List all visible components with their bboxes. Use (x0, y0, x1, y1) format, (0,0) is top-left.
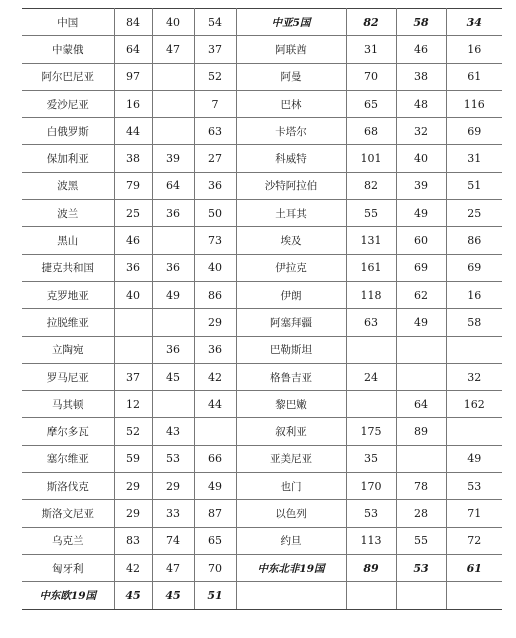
value-cell: 69 (446, 118, 502, 145)
value-cell: 55 (346, 200, 396, 227)
value-cell: 62 (396, 281, 446, 308)
value-cell: 16 (446, 36, 502, 63)
value-cell: 175 (346, 418, 396, 445)
value-cell: 51 (194, 582, 236, 609)
value-cell: 46 (114, 227, 152, 254)
region-name-cell: 乌克兰 (22, 527, 114, 554)
table-row (22, 554, 502, 581)
value-cell: 36 (152, 200, 194, 227)
value-cell: 89 (396, 418, 446, 445)
value-cell: 37 (194, 36, 236, 63)
value-cell: 55 (396, 527, 446, 554)
value-cell: 101 (346, 145, 396, 172)
table-row (22, 309, 502, 336)
region-name-cell: 马其顿 (22, 391, 114, 418)
region-name-cell: 埃及 (236, 227, 346, 254)
table-row (22, 36, 502, 63)
value-cell: 27 (194, 145, 236, 172)
value-cell: 60 (396, 227, 446, 254)
value-cell: 64 (152, 172, 194, 199)
value-cell: 40 (396, 145, 446, 172)
region-name-cell: 阿联酋 (236, 36, 346, 63)
table-row (22, 254, 502, 281)
value-cell: 52 (194, 63, 236, 90)
value-cell: 44 (114, 118, 152, 145)
value-cell: 29 (114, 473, 152, 500)
value-cell: 16 (446, 281, 502, 308)
region-name-cell: 科威特 (236, 145, 346, 172)
region-name-cell: 巴勒斯坦 (236, 336, 346, 363)
value-cell: 7 (194, 90, 236, 117)
region-name-cell: 伊朗 (236, 281, 346, 308)
region-name-cell: 塞尔维亚 (22, 445, 114, 472)
region-name-cell: 黎巴嫩 (236, 391, 346, 418)
table-row (22, 582, 502, 609)
table-row (22, 336, 502, 363)
value-cell (346, 336, 396, 363)
value-cell: 35 (346, 445, 396, 472)
value-cell (346, 582, 396, 609)
table-row (22, 172, 502, 199)
value-cell (152, 227, 194, 254)
table-row (22, 90, 502, 117)
value-cell: 36 (152, 336, 194, 363)
value-cell: 39 (396, 172, 446, 199)
value-cell: 97 (114, 63, 152, 90)
region-name-cell: 亚美尼亚 (236, 445, 346, 472)
data-table-container (22, 8, 502, 610)
table-row (22, 227, 502, 254)
value-cell: 43 (152, 418, 194, 445)
value-cell: 16 (114, 90, 152, 117)
value-cell: 53 (346, 500, 396, 527)
value-cell: 61 (446, 63, 502, 90)
value-cell: 25 (446, 200, 502, 227)
value-cell: 53 (446, 473, 502, 500)
region-name-cell: 克罗地亚 (22, 281, 114, 308)
region-name-cell: 约旦 (236, 527, 346, 554)
value-cell: 65 (346, 90, 396, 117)
table-row (22, 9, 502, 36)
value-cell: 83 (114, 527, 152, 554)
value-cell (396, 582, 446, 609)
value-cell: 74 (152, 527, 194, 554)
value-cell: 25 (114, 200, 152, 227)
value-cell: 118 (346, 281, 396, 308)
value-cell: 53 (396, 554, 446, 581)
value-cell: 58 (446, 309, 502, 336)
value-cell (152, 90, 194, 117)
value-cell: 29 (194, 309, 236, 336)
value-cell: 89 (346, 554, 396, 581)
value-cell: 42 (194, 363, 236, 390)
value-cell: 40 (194, 254, 236, 281)
table-row (22, 500, 502, 527)
value-cell (396, 363, 446, 390)
value-cell (446, 582, 502, 609)
table-row (22, 527, 502, 554)
region-name-cell: 白俄罗斯 (22, 118, 114, 145)
value-cell: 131 (346, 227, 396, 254)
value-cell: 49 (194, 473, 236, 500)
region-name-cell: 中东北非19国 (236, 554, 346, 581)
value-cell: 28 (396, 500, 446, 527)
region-name-cell: 波兰 (22, 200, 114, 227)
value-cell (396, 445, 446, 472)
value-cell (152, 309, 194, 336)
region-name-cell: 摩尔多瓦 (22, 418, 114, 445)
value-cell: 50 (194, 200, 236, 227)
region-name-cell: 立陶宛 (22, 336, 114, 363)
value-cell (152, 63, 194, 90)
region-name-cell: 以色列 (236, 500, 346, 527)
value-cell: 69 (396, 254, 446, 281)
value-cell: 49 (396, 309, 446, 336)
value-cell: 66 (194, 445, 236, 472)
table-row (22, 363, 502, 390)
value-cell: 49 (396, 200, 446, 227)
value-cell: 38 (114, 145, 152, 172)
value-cell: 86 (446, 227, 502, 254)
value-cell: 47 (152, 554, 194, 581)
value-cell: 84 (114, 9, 152, 36)
value-cell: 47 (152, 36, 194, 63)
value-cell: 58 (396, 9, 446, 36)
region-name-cell: 中国 (22, 9, 114, 36)
value-cell: 45 (152, 363, 194, 390)
value-cell: 40 (114, 281, 152, 308)
value-cell: 45 (152, 582, 194, 609)
value-cell: 59 (114, 445, 152, 472)
table-row (22, 445, 502, 472)
value-cell: 48 (396, 90, 446, 117)
region-name-cell: 斯洛伐克 (22, 473, 114, 500)
value-cell: 78 (396, 473, 446, 500)
region-name-cell: 爱沙尼亚 (22, 90, 114, 117)
region-name-cell: 中蒙俄 (22, 36, 114, 63)
value-cell (152, 118, 194, 145)
value-cell: 31 (446, 145, 502, 172)
region-name-cell: 保加利亚 (22, 145, 114, 172)
value-cell: 45 (114, 582, 152, 609)
value-cell: 69 (446, 254, 502, 281)
value-cell: 12 (114, 391, 152, 418)
region-name-cell: 中亚5国 (236, 9, 346, 36)
table-row (22, 473, 502, 500)
value-cell: 29 (114, 500, 152, 527)
value-cell (194, 418, 236, 445)
value-cell: 49 (152, 281, 194, 308)
value-cell: 79 (114, 172, 152, 199)
value-cell: 29 (152, 473, 194, 500)
value-cell: 161 (346, 254, 396, 281)
value-cell (396, 336, 446, 363)
value-cell: 49 (446, 445, 502, 472)
region-name-cell: 波黑 (22, 172, 114, 199)
value-cell: 70 (346, 63, 396, 90)
value-cell: 71 (446, 500, 502, 527)
value-cell: 73 (194, 227, 236, 254)
value-cell: 36 (194, 336, 236, 363)
value-cell: 36 (152, 254, 194, 281)
table-body (22, 9, 502, 610)
table-row (22, 63, 502, 90)
value-cell: 86 (194, 281, 236, 308)
region-name-cell: 阿曼 (236, 63, 346, 90)
value-cell: 82 (346, 9, 396, 36)
region-name-cell: 巴林 (236, 90, 346, 117)
region-name-cell: 格鲁吉亚 (236, 363, 346, 390)
value-cell: 70 (194, 554, 236, 581)
value-cell: 170 (346, 473, 396, 500)
region-name-cell (236, 582, 346, 609)
region-name-cell: 匈牙利 (22, 554, 114, 581)
value-cell: 52 (114, 418, 152, 445)
value-cell (346, 391, 396, 418)
value-cell: 36 (114, 254, 152, 281)
value-cell: 68 (346, 118, 396, 145)
value-cell: 24 (346, 363, 396, 390)
region-name-cell: 卡塔尔 (236, 118, 346, 145)
region-name-cell: 沙特阿拉伯 (236, 172, 346, 199)
value-cell: 63 (194, 118, 236, 145)
region-name-cell: 也门 (236, 473, 346, 500)
region-name-cell: 土耳其 (236, 200, 346, 227)
table-row (22, 145, 502, 172)
table-row (22, 391, 502, 418)
value-cell: 32 (446, 363, 502, 390)
value-cell: 82 (346, 172, 396, 199)
region-name-cell: 罗马尼亚 (22, 363, 114, 390)
value-cell: 54 (194, 9, 236, 36)
value-cell: 42 (114, 554, 152, 581)
value-cell (152, 391, 194, 418)
value-cell: 162 (446, 391, 502, 418)
value-cell: 37 (114, 363, 152, 390)
region-name-cell: 伊拉克 (236, 254, 346, 281)
value-cell: 64 (114, 36, 152, 63)
table-row (22, 200, 502, 227)
region-name-cell: 斯洛文尼亚 (22, 500, 114, 527)
region-name-cell: 叙利亚 (236, 418, 346, 445)
region-name-cell: 拉脱维亚 (22, 309, 114, 336)
value-cell: 36 (194, 172, 236, 199)
region-name-cell: 捷克共和国 (22, 254, 114, 281)
value-cell: 44 (194, 391, 236, 418)
region-name-cell: 阿塞拜疆 (236, 309, 346, 336)
value-cell: 72 (446, 527, 502, 554)
value-cell: 33 (152, 500, 194, 527)
value-cell: 61 (446, 554, 502, 581)
value-cell: 38 (396, 63, 446, 90)
table-row (22, 418, 502, 445)
value-cell: 40 (152, 9, 194, 36)
value-cell: 63 (346, 309, 396, 336)
value-cell: 87 (194, 500, 236, 527)
value-cell: 65 (194, 527, 236, 554)
region-name-cell: 中东欧19国 (22, 582, 114, 609)
value-cell: 53 (152, 445, 194, 472)
region-name-cell: 黑山 (22, 227, 114, 254)
region-name-cell: 阿尔巴尼亚 (22, 63, 114, 90)
value-cell: 46 (396, 36, 446, 63)
value-cell: 64 (396, 391, 446, 418)
value-cell (446, 418, 502, 445)
table-row (22, 118, 502, 145)
value-cell (114, 309, 152, 336)
value-cell: 113 (346, 527, 396, 554)
value-cell (446, 336, 502, 363)
value-cell: 32 (396, 118, 446, 145)
value-cell: 39 (152, 145, 194, 172)
data-table (22, 8, 502, 610)
table-row (22, 281, 502, 308)
value-cell: 34 (446, 9, 502, 36)
value-cell: 31 (346, 36, 396, 63)
value-cell (114, 336, 152, 363)
value-cell: 116 (446, 90, 502, 117)
value-cell: 51 (446, 172, 502, 199)
